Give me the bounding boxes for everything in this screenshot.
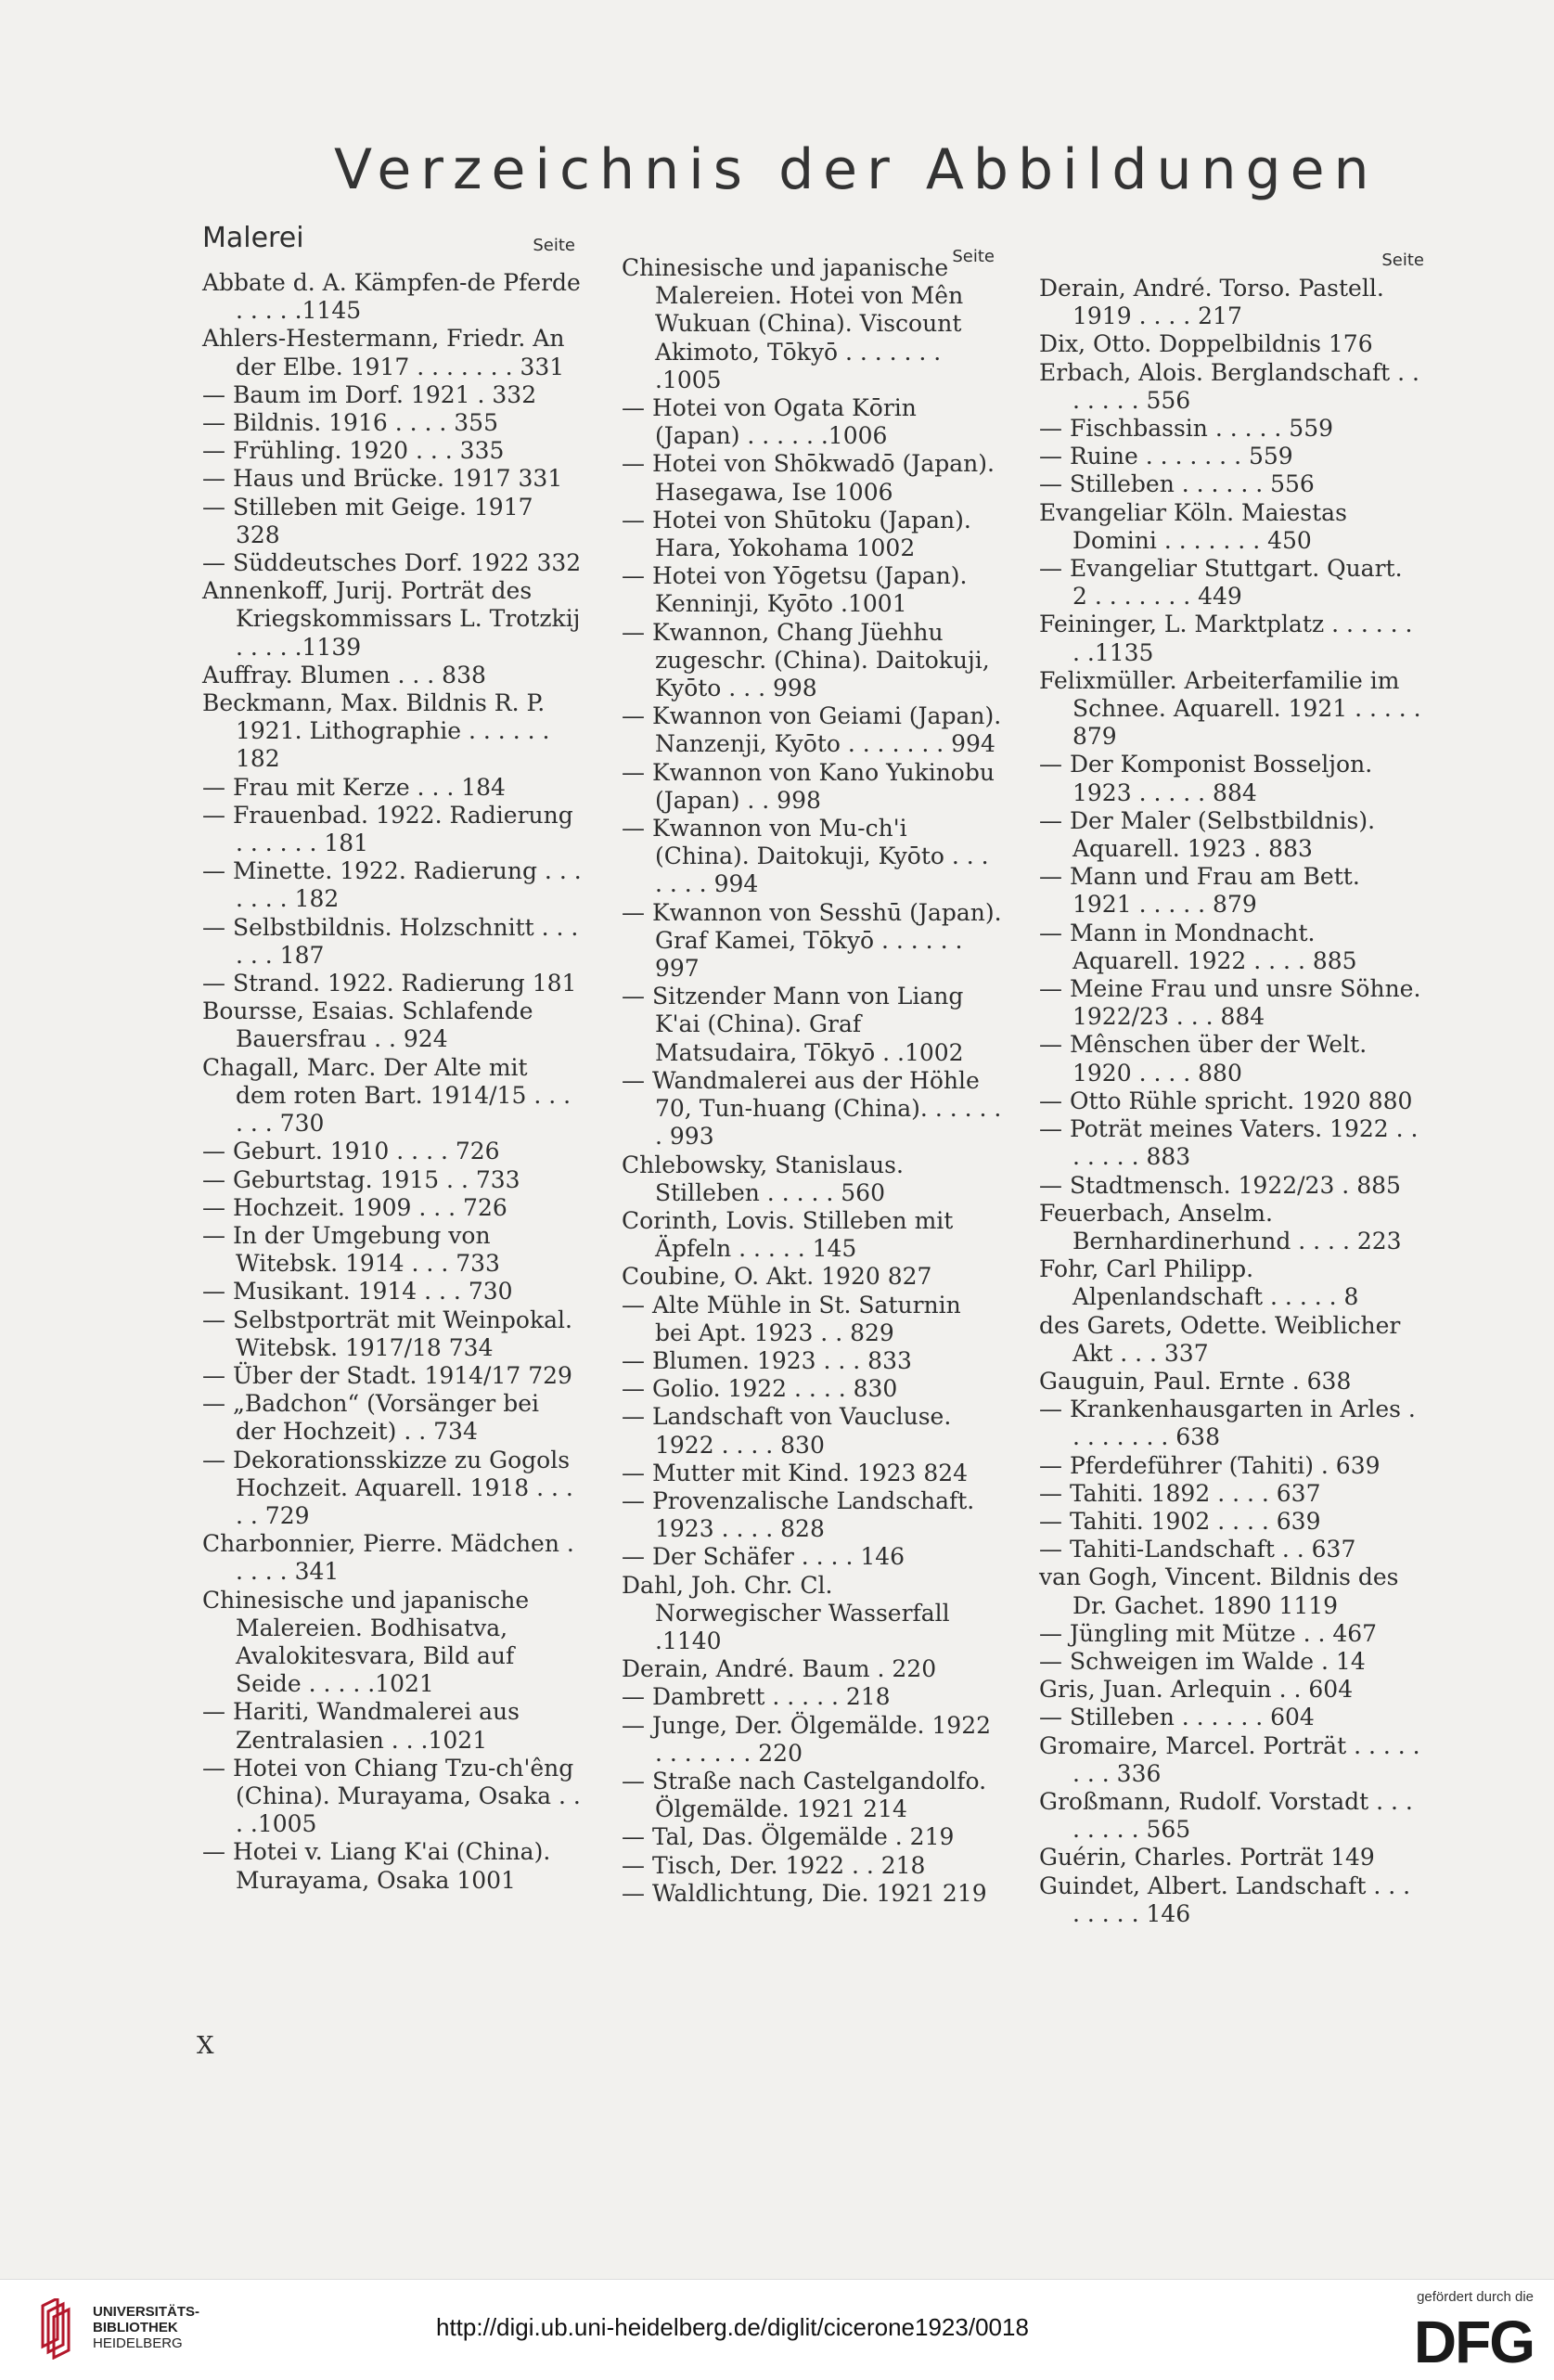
index-entry: — Golio. 1922 . . . . 830: [622, 1375, 898, 1403]
index-entry: — Krankenhausgarten in Arles . . . . . . . . 638: [1039, 1396, 1416, 1451]
index-entry: Derain, André. Baum . 220: [622, 1655, 937, 1683]
index-entry: Felixmüller. Arbeiterfamilie im Schnee. Aquarell. 1921 . . . . . 879: [1039, 666, 1421, 751]
index-entry: — Frühling. 1920 . . . 335: [202, 437, 505, 465]
index-entry: — Mann in Mondnacht. Aquarell. 1922 . . . . 885: [1039, 919, 1357, 974]
index-entry: Dahl, Joh. Chr. Cl. Norwegischer Wasserfall .1140: [622, 1571, 950, 1654]
index-entry: — Tahiti. 1902 . . . . 639: [1039, 1507, 1321, 1535]
seite-label: Seite: [952, 247, 995, 266]
index-entry: — In der Umgebung von Witebsk. 1914 . . . 733: [202, 1221, 500, 1278]
index-entry: — Selbstbildnis. Holzschnitt . . . . . . 187: [202, 913, 579, 969]
index-entry: — Geburt. 1910 . . . . 726: [202, 1138, 500, 1165]
source-url-link[interactable]: http://digi.ub.uni-heidelberg.de/diglit/cicerone1923/0018: [436, 2313, 1029, 2341]
index-column-1: [202, 221, 583, 1895]
page-title: Verzeichnis der Abbildungen: [334, 137, 1379, 202]
digitization-footer: [0, 2279, 1554, 2380]
index-entry: — Süddeutsches Dorf. 1922 332: [202, 549, 582, 577]
column-header: [1039, 221, 1424, 275]
index-entry: — Ruine . . . . . . . 559: [1039, 443, 1293, 470]
index-entry: Abbate d. A. Kämpfen-de Pferde . . . . .1145: [202, 269, 581, 325]
index-entry: — Kwannon von Sesshū (Japan). Graf Kamei, Tōkyō . . . . . . 997: [622, 898, 1002, 983]
index-entry: Derain, André. Torso. Pastell. 1919 . . . . 217: [1039, 275, 1384, 330]
index-entry: — Geburtstag. 1915 . . 733: [202, 1165, 520, 1193]
dfg-logo: DFG: [1413, 2309, 1534, 2375]
index-entry: Erbach, Alois. Berglandschaft . . . . . . . 556: [1039, 358, 1419, 414]
index-entry: — Kwannon, Chang Jüehhu zugeschr. (China). Daitokuji, Kyōto . . . 998: [622, 618, 990, 702]
index-entry: — Bildnis. 1916 . . . . 355: [202, 409, 498, 437]
index-entry: — Sitzender Mann von Liang K'ai (China). Graf Matsudaira, Tōkyō . .1002: [622, 983, 964, 1066]
index-entry: — Stadtmensch. 1922/23 . 885: [1039, 1171, 1401, 1199]
index-entry: — Stilleben mit Geige. 1917 328: [202, 493, 533, 548]
index-entry: — Mutter mit Kind. 1923 824: [622, 1459, 969, 1486]
index-entry: — Pferdeführer (Tahiti) . 639: [1039, 1451, 1381, 1479]
index-entry: — Frauenbad. 1922. Radierung . . . . . . 181: [202, 801, 573, 857]
index-entry: — Über der Stadt. 1914/17 729: [202, 1361, 572, 1389]
index-entry: Charbonnier, Pierre. Mädchen . . . . . 341: [202, 1530, 574, 1586]
index-entry: Coubine, O. Akt. 1920 827: [622, 1263, 932, 1291]
index-entry: — Hotei von Yōgetsu (Japan). Kenninji, Kyōto .1001: [622, 562, 968, 618]
index-entry: — Tahiti-Landschaft . . 637: [1039, 1536, 1356, 1563]
index-entry: — Minette. 1922. Radierung . . . . . . . 182: [202, 857, 582, 913]
index-entry: — Hochzeit. 1909 . . . 726: [202, 1193, 507, 1221]
index-entry: — Dekorationsskizze zu Gogols Hochzeit. Aquarell. 1918 . . . . . 729: [202, 1446, 573, 1529]
index-entry: — Tisch, Der. 1922 . . 218: [622, 1851, 926, 1879]
index-entry: — Tahiti. 1892 . . . . 637: [1039, 1479, 1321, 1507]
index-entry: — Alte Mühle in St. Saturnin bei Apt. 1923 . . 829: [622, 1291, 961, 1346]
index-entry: — Landschaft von Vaucluse. 1922 . . . . 830: [622, 1403, 952, 1459]
index-entry: Chagall, Marc. Der Alte mit dem roten Bart. 1914/15 . . . . . . 730: [202, 1053, 572, 1138]
index-entry: Boursse, Esaias. Schlafende Bauersfrau . . 924: [202, 997, 533, 1053]
index-entry: — Jüngling mit Mütze . . 467: [1039, 1619, 1378, 1647]
index-entry: — Kwannon von Mu-ch'i (China). Daitokuji, Kyōto . . . . . . . 994: [622, 815, 989, 898]
index-entry: — Frau mit Kerze . . . 184: [202, 773, 506, 801]
index-entry: — Blumen. 1923 . . . 833: [622, 1346, 912, 1374]
index-entry: Guindet, Albert. Landschaft . . . . . . . . 146: [1039, 1872, 1411, 1927]
index-entry: — Hotei von Shōkwadō (Japan). Hasegawa, Ise 1006: [622, 450, 995, 506]
index-entry: — Otto Rühle spricht. 1920 880: [1039, 1087, 1413, 1114]
section-title: Malerei: [202, 222, 304, 254]
index-entry: — Der Maler (Selbstbildnis). Aquarell. 1923 . 883: [1039, 806, 1376, 863]
index-entry: Gris, Juan. Arlequin . . 604: [1039, 1676, 1354, 1704]
index-entry: Chinesische und japanische Malereien. Hotei von Mên Wukuan (China). Viscount Akimoto, Tōkyō . . . . . . . .1005: [622, 254, 964, 393]
index-entry: — Kwannon von Kano Yukinobu (Japan) . . 998: [622, 758, 995, 814]
index-entry: Guérin, Charles. Porträt 149: [1039, 1844, 1375, 1872]
library-name: [93, 2304, 199, 2351]
column-header: [622, 221, 1002, 266]
index-entry: — Fischbassin . . . . . 559: [1039, 415, 1334, 443]
entry-list: [1039, 275, 1424, 1928]
index-entry: — Mênschen über der Welt. 1920 . . . . 880: [1039, 1031, 1368, 1087]
index-entry: — Waldlichtung, Die. 1921 219: [622, 1879, 987, 1907]
index-entry: Corinth, Lovis. Stilleben mit Äpfeln . . . . . 145: [622, 1206, 954, 1263]
index-entry: — Straße nach Castelgandolfo. Ölgemälde. 1921 214: [622, 1767, 987, 1823]
index-entry: Fohr, Carl Philipp. Alpenlandschaft . . . . . 8: [1039, 1255, 1359, 1311]
index-entry: — Der Schäfer . . . . 146: [622, 1543, 905, 1571]
index-entry: — Tal, Das. Ölgemälde . 219: [622, 1823, 955, 1851]
index-entry: Gromaire, Marcel. Porträt . . . . . . . . 336: [1039, 1731, 1420, 1787]
index-column-3: [1039, 221, 1424, 1928]
library-name-line: UNIVERSITÄTS-: [93, 2304, 200, 2320]
index-entry: — Stilleben . . . . . . 556: [1039, 470, 1315, 498]
index-entry: Beckmann, Max. Bildnis R. P. 1921. Lithographie . . . . . . 182: [202, 689, 550, 773]
index-entry: — Musikant. 1914 . . . 730: [202, 1278, 513, 1306]
index-entry: — Hotei von Ogata Kōrin (Japan) . . . . . .1006: [622, 394, 917, 450]
seite-label: Seite: [1381, 251, 1424, 270]
index-entry: — Haus und Brücke. 1917 331: [202, 465, 563, 493]
index-entry: van Gogh, Vincent. Bildnis des Dr. Gachet. 1890 1119: [1039, 1563, 1399, 1619]
index-entry: Chinesische und japanische Malereien. Bodhisatva, Avalokitesvara, Bild auf Seide . . . . .1021: [202, 1586, 530, 1698]
index-entry: — Selbstporträt mit Weinpokal. Witebsk. 1917/18 734: [202, 1306, 572, 1361]
index-entry: — Hotei von Chiang Tzu-ch'êng (China). Murayama, Osaka . . . .1005: [202, 1754, 581, 1838]
index-column-2: [622, 221, 1002, 1908]
index-entry: — Hariti, Wandmalerei aus Zentralasien . . .1021: [202, 1698, 520, 1754]
funding-caption: gefördert durch die: [1417, 2289, 1534, 2305]
index-entry: Gauguin, Paul. Ernte . 638: [1039, 1367, 1352, 1395]
index-entry: Evangeliar Köln. Maiestas Domini . . . . . . . 450: [1039, 498, 1347, 554]
index-entry: Feininger, L. Marktplatz . . . . . . . .1135: [1039, 611, 1413, 666]
index-entry: — Baum im Dorf. 1921 . 332: [202, 380, 537, 408]
index-entry: — Dambrett . . . . . 218: [622, 1683, 891, 1711]
index-entry: — Strand. 1922. Radierung 181: [202, 970, 577, 997]
index-entry: — Der Komponist Bosseljon. 1923 . . . . . 884: [1039, 751, 1373, 806]
index-entry: des Garets, Odette. Weiblicher Akt . . . 337: [1039, 1311, 1401, 1367]
index-entry: — Meine Frau und unsre Söhne. 1922/23 . . . 884: [1039, 975, 1421, 1031]
index-entry: Ahlers-Hestermann, Friedr. An der Elbe. 1917 . . . . . . . 331: [202, 325, 565, 380]
entry-list: [622, 254, 1002, 1908]
index-entry: — Poträt meines Vaters. 1922 . . . . . . . 883: [1039, 1115, 1419, 1171]
index-entry: — Wandmalerei aus der Höhle 70, Tun-huang (China). . . . . . . 993: [622, 1066, 1002, 1151]
index-entry: Großmann, Rudolf. Vorstadt . . . . . . . . 565: [1039, 1787, 1413, 1844]
index-entry: — Provenzalische Landschaft. 1923 . . . . 828: [622, 1486, 975, 1543]
index-entry: — Junge, Der. Ölgemälde. 1922 . . . . . . . 220: [622, 1711, 992, 1767]
index-entry: Chlebowsky, Stanislaus. Stilleben . . . . . 560: [622, 1151, 904, 1206]
index-entry: — Hotei v. Liang K'ai (China). Murayama, Osaka 1001: [202, 1838, 551, 1894]
library-name-line: HEIDELBERG: [93, 2335, 183, 2351]
index-entry: — Evangeliar Stuttgart. Quart. 2 . . . . . . . 449: [1039, 555, 1403, 611]
entry-list: [202, 269, 583, 1895]
column-header: [202, 221, 583, 269]
index-entry: Auffray. Blumen . . . 838: [202, 661, 486, 688]
index-entry: — Hotei von Shūtoku (Japan). Hara, Yokohama 1002: [622, 506, 971, 562]
index-entry: — Stilleben . . . . . . 604: [1039, 1704, 1315, 1731]
index-entry: Feuerbach, Anselm. Bernhardinerhund . . . . 223: [1039, 1199, 1402, 1254]
library-name-line: BIBLIOTHEK: [93, 2320, 178, 2335]
index-entry: — Schweigen im Walde . 14: [1039, 1647, 1366, 1675]
seite-label: Seite: [533, 236, 575, 255]
index-entry: — Kwannon von Geiami (Japan). Nanzenji, Kyōto . . . . . . . 994: [622, 702, 1002, 758]
index-entry: Annenkoff, Jurij. Porträt des Kriegskommissars L. Trotzkij . . . . .1139: [202, 577, 581, 661]
index-entry: Dix, Otto. Doppelbildnis 176: [1039, 330, 1373, 358]
page-number: X: [197, 2032, 214, 2060]
index-entry: — Mann und Frau am Bett. 1921 . . . . . 879: [1039, 863, 1360, 919]
library-logo-icon: [37, 2298, 83, 2360]
index-entry: — „Badchon“ (Vorsänger bei der Hochzeit) . . 734: [202, 1390, 540, 1446]
